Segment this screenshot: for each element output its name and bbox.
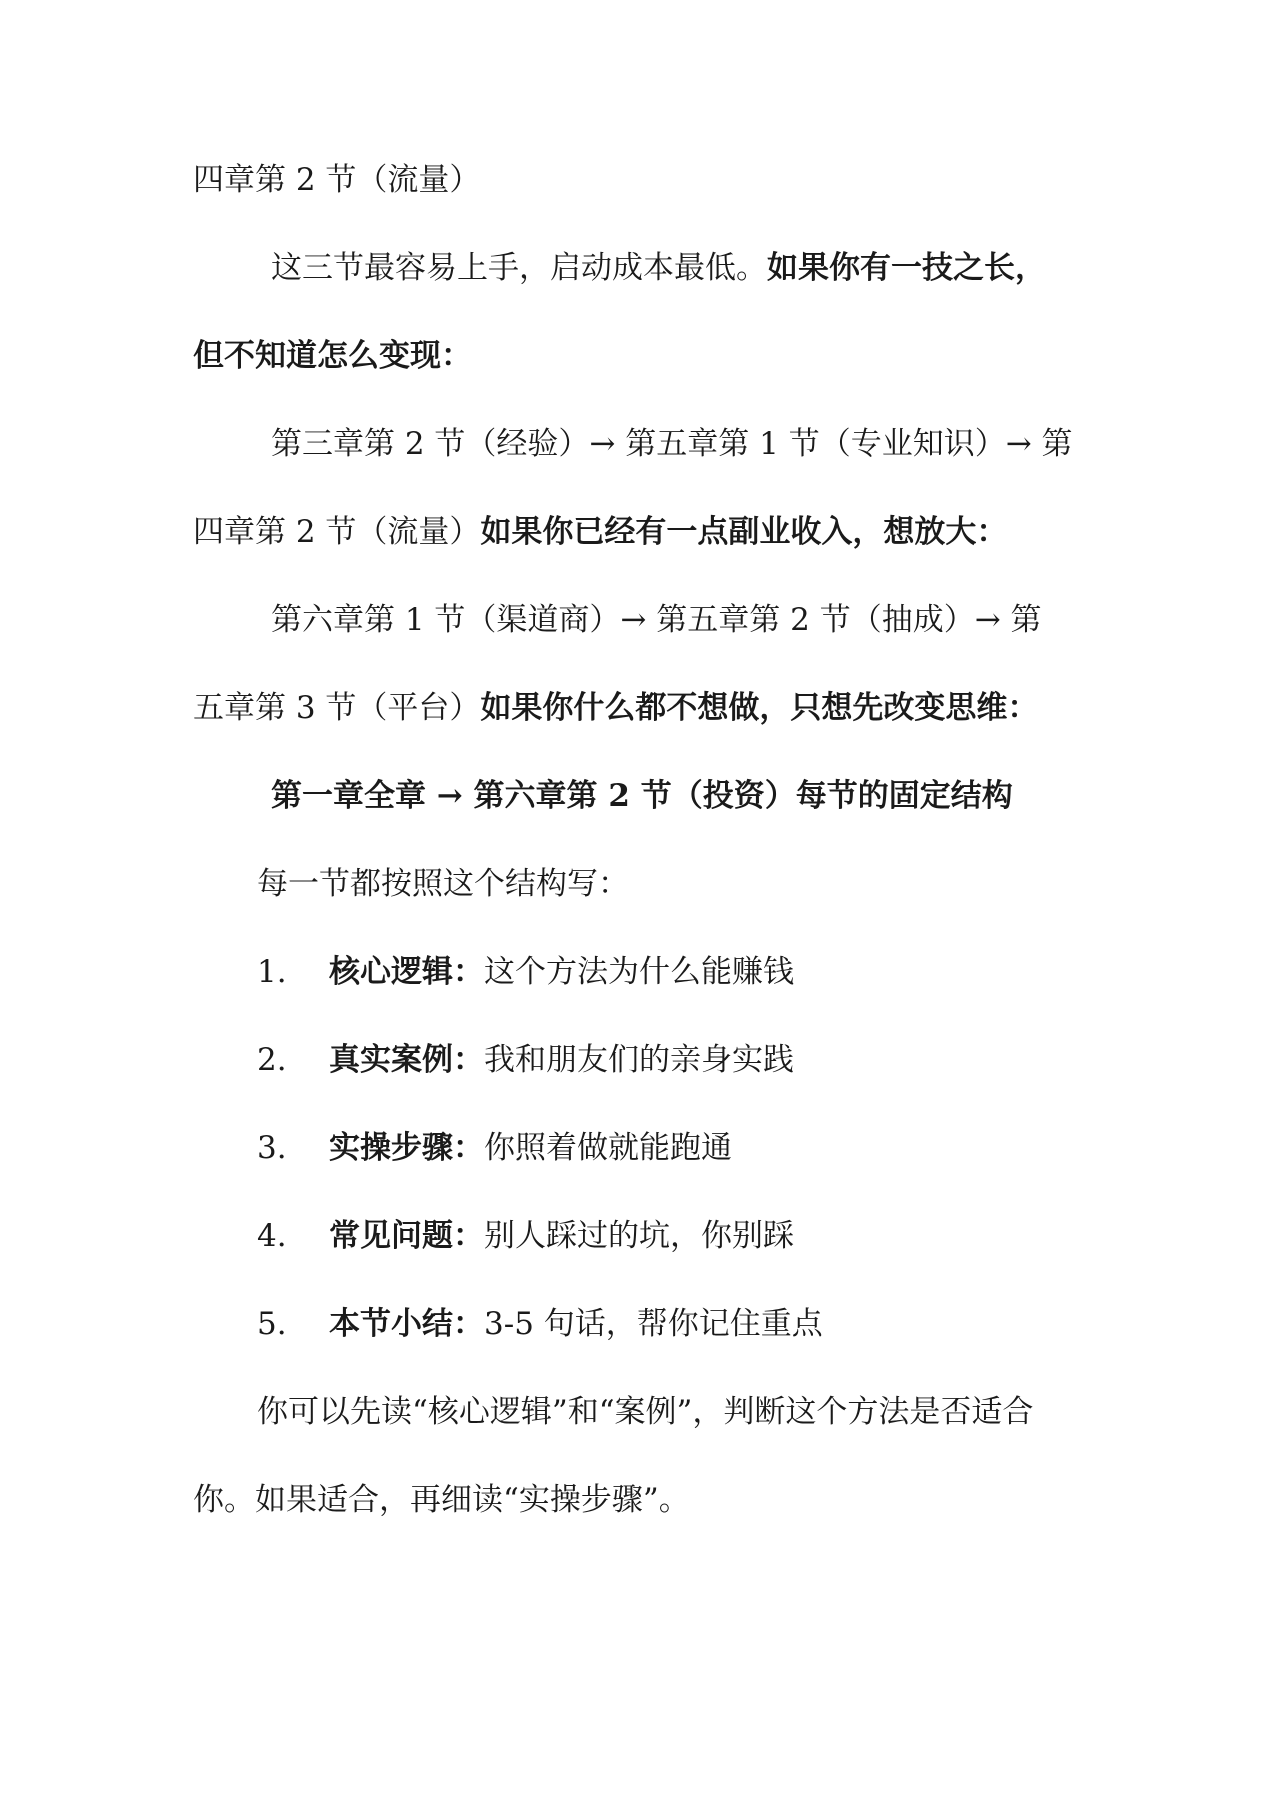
list-term: 实操步骤： bbox=[329, 1130, 484, 1166]
list-number: 3. bbox=[257, 1130, 287, 1166]
bold-text-span: 如果你有一技之长， bbox=[767, 250, 1046, 286]
list-item bbox=[257, 1216, 794, 1256]
list-description: 别人踩过的坑，你别踩 bbox=[484, 1218, 794, 1254]
text-span: 你。如果适合，再细读“实操步骤”。 bbox=[193, 1482, 690, 1518]
list-item bbox=[257, 1040, 794, 1080]
list-item bbox=[257, 1304, 823, 1344]
bold-text-line bbox=[271, 776, 1013, 816]
text-line bbox=[193, 160, 480, 200]
list-term: 核心逻辑： bbox=[329, 954, 484, 990]
list-item bbox=[257, 952, 794, 992]
text-span: 四章第 2 节（流量） bbox=[193, 514, 481, 550]
bold-text-span: 第一章全章 → 第六章第 2 节（投资）每节的固定结构 bbox=[271, 778, 1013, 814]
text-span: 四章第 2 节（流量） bbox=[193, 162, 481, 198]
text-line bbox=[257, 864, 629, 904]
text-line bbox=[193, 1480, 690, 1520]
list-description: 你照着做就能跑通 bbox=[484, 1130, 732, 1166]
list-number: 5. bbox=[257, 1306, 287, 1342]
text-span: 每一节都按照这个结构写： bbox=[257, 866, 629, 902]
list-term: 真实案例： bbox=[329, 1042, 484, 1078]
bold-text-span: 但不知道怎么变现： bbox=[193, 338, 472, 374]
list-description: 3-5 句话，帮你记住重点 bbox=[484, 1306, 823, 1342]
list-term: 常见问题： bbox=[329, 1218, 484, 1254]
text-span: 你可以先读“核心逻辑”和“案例”，判断这个方法是否适合 bbox=[257, 1394, 1034, 1430]
bold-text-span: 如果你什么都不想做，只想先改变思维： bbox=[480, 690, 1039, 726]
list-number: 4. bbox=[257, 1218, 287, 1254]
text-span: 第三章第 2 节（经验）→ 第五章第 1 节（专业知识）→ 第 bbox=[271, 426, 1073, 462]
list-description: 我和朋友们的亲身实践 bbox=[484, 1042, 794, 1078]
text-span: 五章第 3 节（平台） bbox=[193, 690, 481, 726]
text-line bbox=[271, 424, 1073, 464]
list-description: 这个方法为什么能赚钱 bbox=[484, 954, 794, 990]
list-item bbox=[257, 1128, 732, 1168]
list-number: 1. bbox=[257, 954, 287, 990]
text-line bbox=[193, 688, 1038, 728]
list-term: 本节小结： bbox=[329, 1306, 484, 1342]
text-line bbox=[257, 1392, 1033, 1432]
bold-text-line bbox=[193, 336, 472, 376]
bold-text-span: 如果你已经有一点副业收入，想放大： bbox=[480, 514, 1008, 550]
text-span: 第六章第 1 节（渠道商）→ 第五章第 2 节（抽成）→ 第 bbox=[271, 602, 1042, 638]
text-line bbox=[271, 248, 1046, 288]
text-span: 这三节最容易上手，启动成本最低。 bbox=[271, 250, 767, 286]
text-line bbox=[271, 600, 1042, 640]
text-line bbox=[193, 512, 1007, 552]
list-number: 2. bbox=[257, 1042, 287, 1078]
